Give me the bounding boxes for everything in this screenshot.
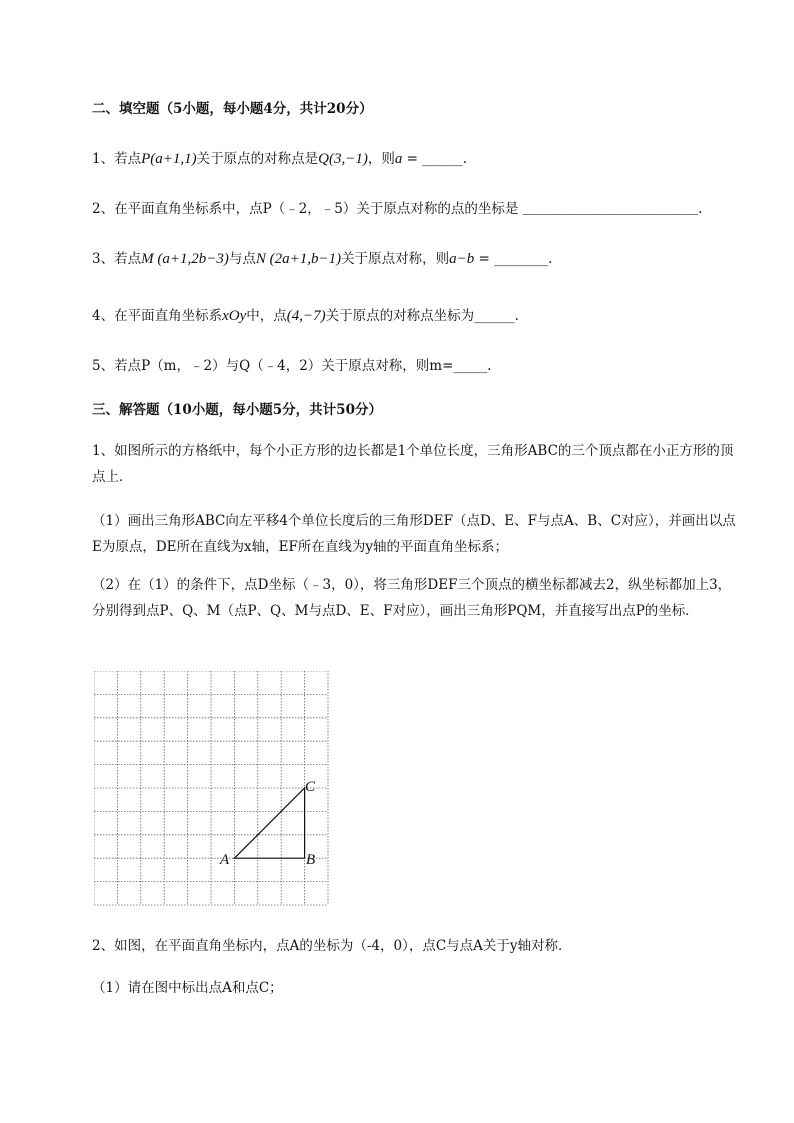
section3-heading: 三、解答题（10小题，每小题5分，共计50分）: [92, 402, 382, 418]
solve-question-1-part1: （1）画出三角形ABC向左平移4个单位长度后的三角形DEF（点D、E、F与点A、B、C对应），并画出以点E为原点，DE所在直线为x轴，EF所在直线为y轴的平面直角坐标系；: [92, 513, 736, 555]
q4-xoy: xOy: [222, 308, 247, 324]
q3-text: 与点: [228, 251, 256, 267]
q4-text: 中，点: [246, 308, 287, 324]
q1-point-q: Q(3,−1): [318, 151, 368, 167]
q4-number: 4、在平面直角坐标系: [92, 308, 223, 324]
grid-lines: [94, 671, 328, 905]
section2-heading: 二、填空题（5小题，每小题4分，共计20分）: [92, 101, 373, 117]
q3-number: 3、若点: [92, 251, 142, 267]
q3-text-2: 关于原点对称，则: [341, 251, 450, 267]
solve-question-1-part2: （2）在（1）的条件下，点D坐标（﹣3，0），将三角形DEF三个顶点的横坐标都减去2，纵坐标都加上3，分别得到点P、Q、M（点P、Q、M与点D、E、F对应），画出三角形PQM，并直接写出点P的坐标．: [92, 577, 732, 619]
solve-question-2-part1: （1）请在图中标出点A和点C；: [92, 980, 283, 996]
q3-point-n: N (2a+1,b−1): [255, 251, 342, 267]
q1-blank: = ______.: [402, 151, 468, 167]
q1-text: 关于原点的对称点是: [196, 151, 319, 167]
vertex-label-a: A: [220, 852, 230, 868]
triangle-abc: [234, 788, 304, 858]
fill-question-1: [92, 149, 467, 169]
fill-question-3: [92, 249, 552, 269]
q1-var-a: a: [394, 151, 403, 167]
q4-point: (4,−7): [286, 308, 326, 324]
q3-expr: a−b: [449, 251, 475, 267]
vertex-label-b: B: [306, 852, 316, 868]
q4-blank: 关于原点的对称点坐标为______.: [325, 308, 519, 324]
q1-point-p: P(a+1,1): [141, 151, 197, 167]
q1-text-2: ，则: [367, 151, 395, 167]
fill-question-4: [92, 306, 519, 326]
grid-figure: [94, 671, 330, 909]
q3-blank: = ________.: [474, 251, 553, 267]
vertex-label-c: C: [305, 779, 316, 795]
fill-question-5: 5、若点P（m，﹣2）与Q（﹣4，2）关于原点对称，则m=_____.: [92, 358, 492, 374]
q1-number: 1、若点: [92, 151, 142, 167]
q3-point-m: M (a+1,2b−3): [141, 251, 229, 267]
fill-question-2: 2、在平面直角坐标系中，点P（﹣2，﹣5）关于原点对称的点的坐标是 ＿＿＿＿＿＿＿＿＿＿＿＿＿.: [92, 201, 703, 217]
solve-question-2-intro: 2、如图，在平面直角坐标内，点A的坐标为（-4，0），点C与点A关于y轴对称．: [92, 938, 572, 954]
solve-question-1-intro: 1、如图所示的方格纸中，每个小正方形的边长都是1个单位长度，三角形ABC的三个顶点都在小正方形的顶点上．: [92, 443, 734, 485]
